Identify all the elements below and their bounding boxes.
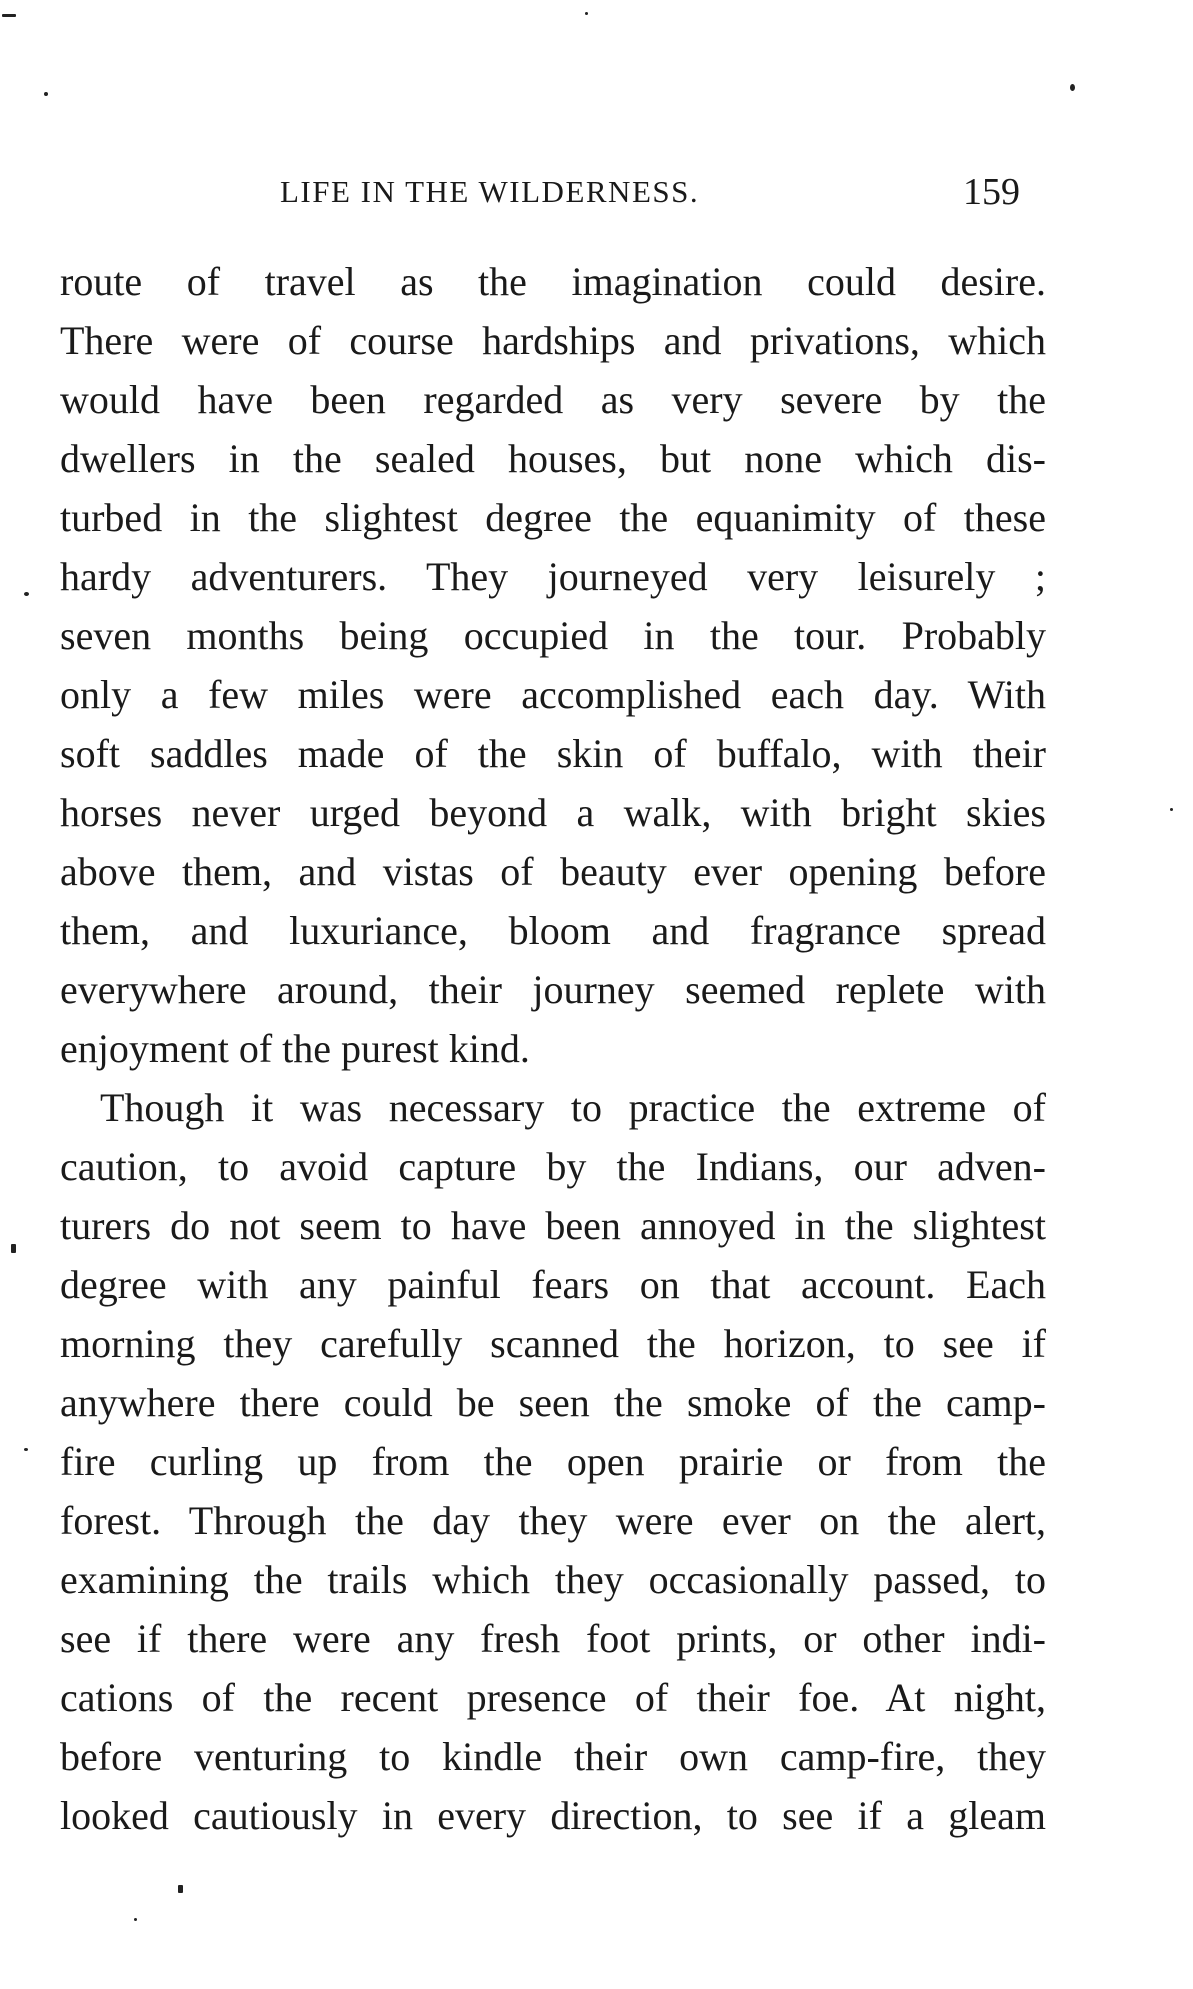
- scan-speck: [11, 1244, 16, 1253]
- text-line: cations of the recent presence of their foe. At night,: [60, 1675, 1046, 1720]
- text-line: degree with any painful fears on that account. Each: [60, 1262, 1046, 1307]
- scan-speck: [2, 14, 16, 17]
- text-line: hardy adventurers. They journeyed very leisurely ;: [60, 554, 1046, 599]
- scan-speck: [1170, 808, 1173, 811]
- text-line: caution, to avoid capture by the Indians, our adven-: [60, 1144, 1046, 1189]
- text-line: them, and luxuriance, bloom and fragrance spread: [60, 908, 1046, 953]
- text-line: only a few miles were accomplished each day. With: [60, 672, 1046, 717]
- text-line: seven months being occupied in the tour. Probably: [60, 613, 1046, 658]
- text-line: enjoyment of the purest kind.: [60, 1026, 530, 1071]
- scan-speck: [178, 1885, 183, 1893]
- text-line: route of travel as the imagination could desire.: [60, 259, 1046, 304]
- text-line: everywhere around, their journey seemed replete with: [60, 967, 1046, 1012]
- text-line: dwellers in the sealed houses, but none which dis-: [60, 436, 1046, 481]
- text-line: forest. Through the day they were ever on the alert,: [60, 1498, 1046, 1543]
- scan-speck: [134, 1918, 137, 1921]
- text-line: horses never urged beyond a walk, with bright skies: [60, 790, 1046, 835]
- scan-speck: [585, 12, 588, 15]
- text-line: turers do not seem to have been annoyed in the slightest: [60, 1203, 1046, 1248]
- page-number: 159: [963, 171, 1020, 213]
- running-title: LIFE IN THE WILDERNESS.: [280, 174, 700, 209]
- body-text: [60, 252, 1046, 1845]
- text-line: looked cautiously in every direction, to see if a gleam: [60, 1793, 1046, 1838]
- paragraph-1: [60, 252, 1046, 1078]
- text-line: anywhere there could be seen the smoke of the camp-: [60, 1380, 1046, 1425]
- text-line: turbed in the slightest degree the equanimity of these: [60, 495, 1046, 540]
- text-line: above them, and vistas of beauty ever opening before: [60, 849, 1046, 894]
- scan-speck: [1070, 84, 1075, 91]
- text-line: before venturing to kindle their own camp-fire, they: [60, 1734, 1046, 1779]
- text-line: Though it was necessary to practice the extreme of: [100, 1085, 1046, 1130]
- scan-speck: [24, 1448, 28, 1451]
- text-line: There were of course hardships and privations, which: [60, 318, 1046, 363]
- text-line: morning they carefully scanned the horizon, to see if: [60, 1321, 1046, 1366]
- scan-speck: [44, 92, 48, 96]
- paragraph-2: [60, 1078, 1046, 1845]
- text-line: fire curling up from the open prairie or from the: [60, 1439, 1046, 1484]
- text-line: would have been regarded as very severe by the: [60, 377, 1046, 422]
- text-line: examining the trails which they occasionally passed, to: [60, 1557, 1046, 1602]
- text-line: soft saddles made of the skin of buffalo, with their: [60, 731, 1046, 776]
- text-line: see if there were any fresh foot prints, or other indi-: [60, 1616, 1046, 1661]
- scan-speck: [24, 592, 29, 596]
